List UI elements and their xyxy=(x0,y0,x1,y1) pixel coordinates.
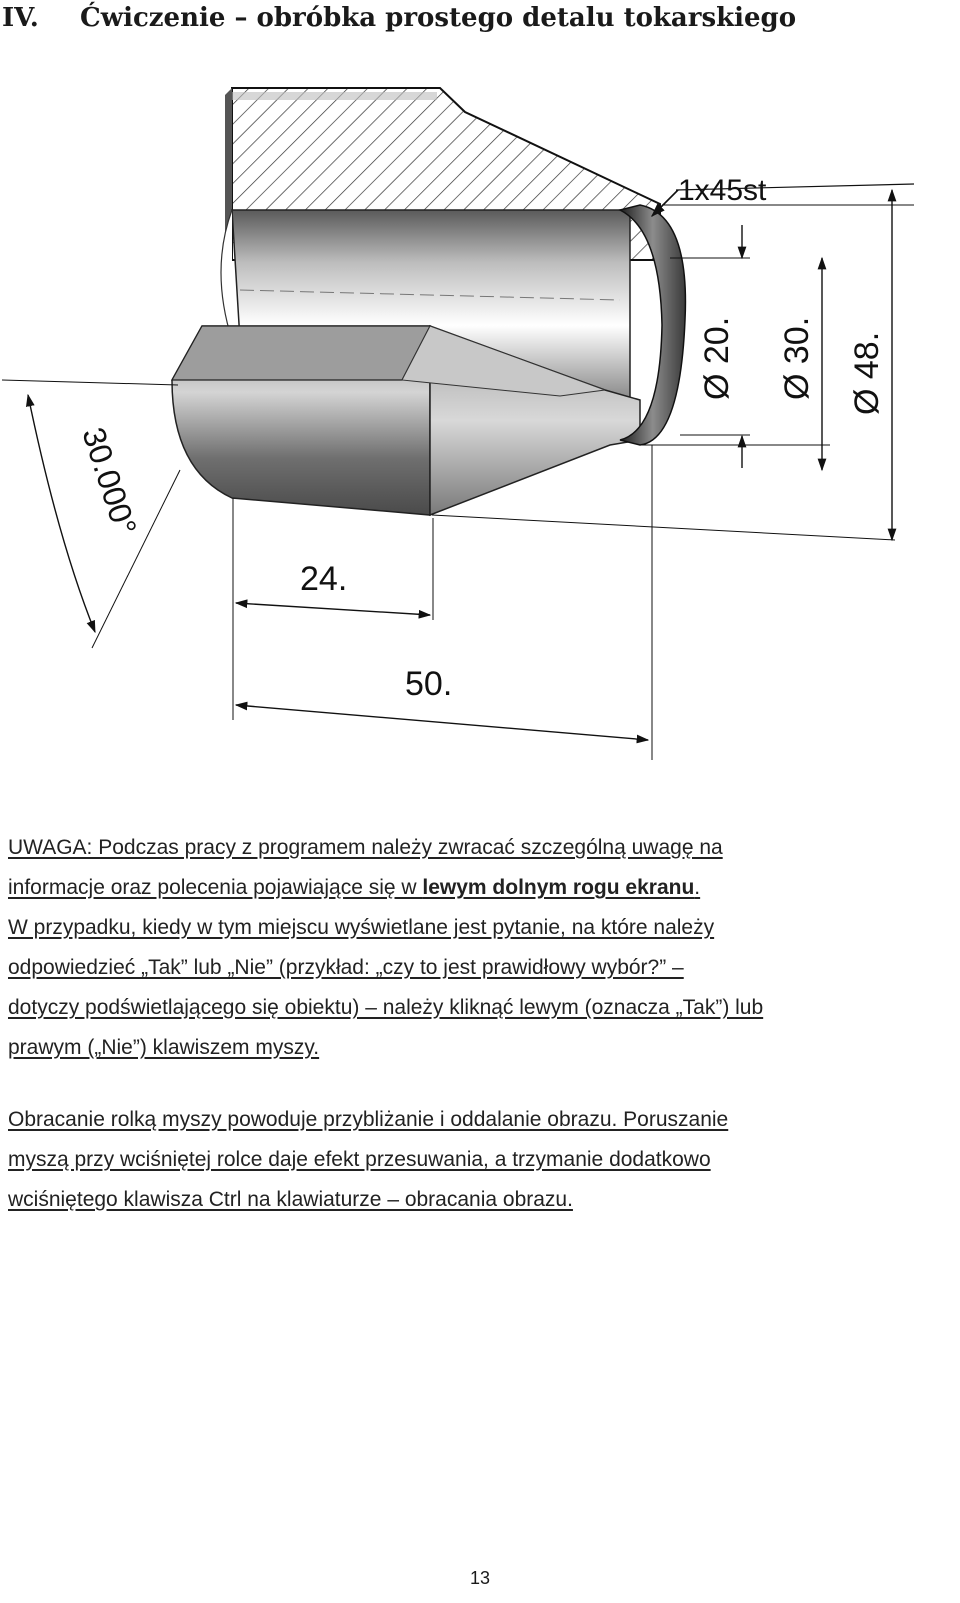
length-50-label: 50. xyxy=(405,665,453,703)
length-24-label: 24. xyxy=(300,560,348,598)
notice-paragraph xyxy=(8,828,953,1068)
section-heading xyxy=(0,0,960,40)
notice-line: UWAGA: Podczas pracy z programem należy zwracać szczególną uwagę na xyxy=(8,836,723,859)
notice-line: odpowiedzieć „Tak” lub „Nie” (przykład: „czy to jest prawidłowy wybór?” – xyxy=(8,956,684,979)
page-number: 13 xyxy=(469,1568,491,1588)
notice-line: prawym („Nie”) klawiszem myszy. xyxy=(8,1036,320,1059)
section-number: IV. xyxy=(2,3,39,33)
diameter-mid-label: Ø 30. xyxy=(778,316,816,400)
mouse-line: myszą przy wciśniętej rolce daje efekt przesuwania, a trzymanie dodatkowo xyxy=(8,1148,711,1171)
technical-drawing xyxy=(0,60,960,780)
chamfer-label: 1x45st xyxy=(678,174,767,207)
notice-line: dotyczy podświetlającego się obiektu) – należy kliknąć lewym (oznacza „Tak”) lub xyxy=(8,996,764,1019)
emphasis-text: lewym dolnym rogu ekranu xyxy=(422,876,695,899)
angle-label: 30.000° xyxy=(75,423,144,540)
mouse-paragraph xyxy=(8,1100,953,1220)
diameter-outer-label: Ø 48. xyxy=(848,331,886,415)
section-title: Ćwiczenie – obróbka prostego detalu tokarskiego xyxy=(80,3,797,33)
notice-line: W przypadku, kiedy w tym miejscu wyświetlane jest pytanie, na które należy xyxy=(8,916,715,939)
dim-line-24 xyxy=(236,603,430,615)
mouse-line: wciśniętego klawisza Ctrl na klawiaturze – obracania obrazu. xyxy=(8,1188,573,1211)
notice-line: informacje oraz polecenia pojawiające się w lewym dolnym rogu ekranu. xyxy=(8,876,701,899)
dim-line-50 xyxy=(236,705,648,740)
diameter-inner-label: Ø 20. xyxy=(698,316,736,400)
mouse-line: Obracanie rolką myszy powoduje przybliżanie i oddalanie obrazu. Poruszanie xyxy=(8,1108,729,1131)
